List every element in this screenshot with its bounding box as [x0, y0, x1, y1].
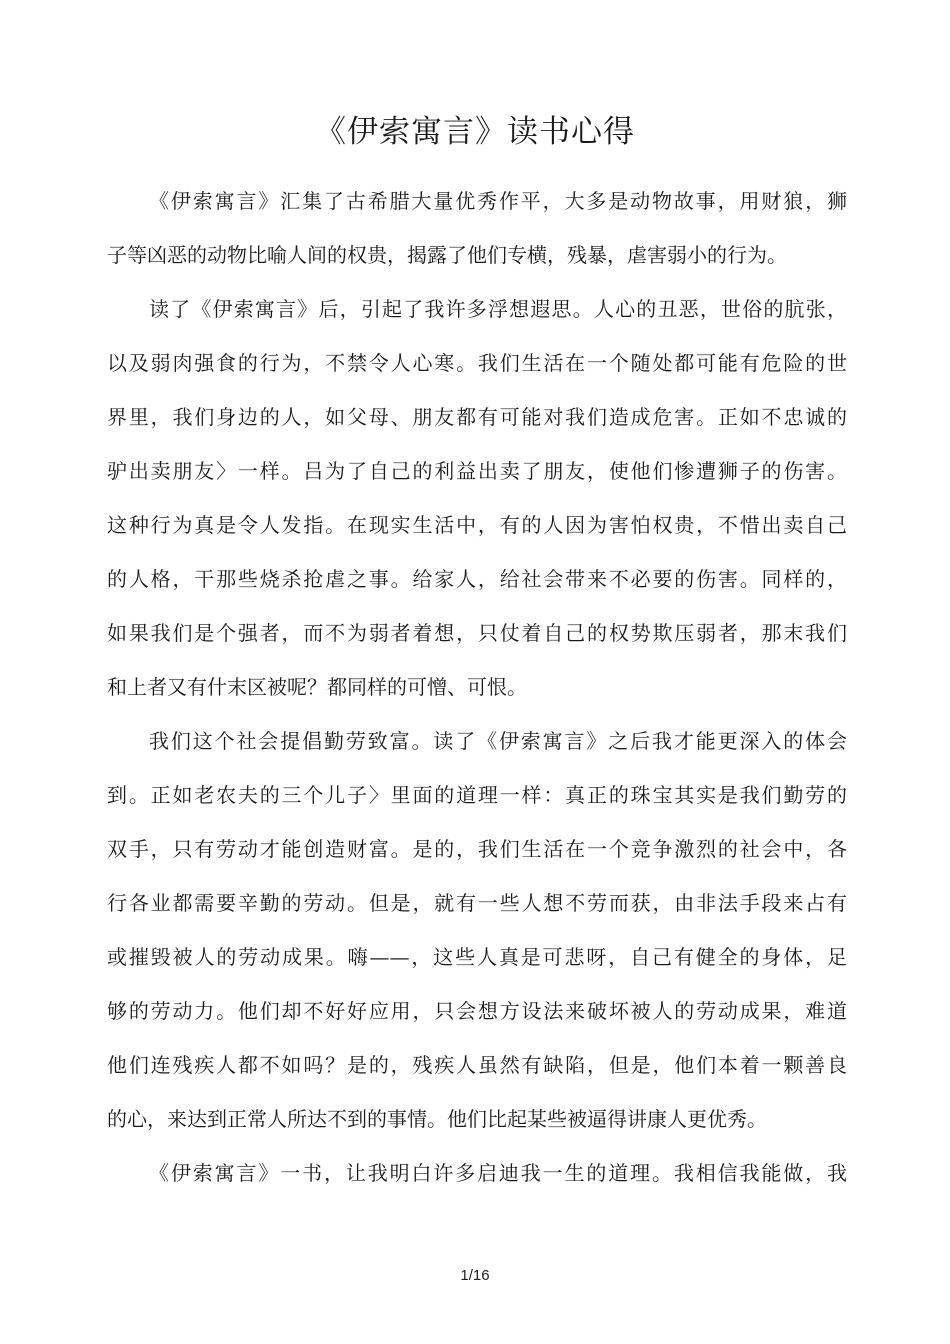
text-line: 双手，只有劳动才能创造财富。是的，我们生活在一个竞争激烈的社会中，各: [107, 837, 847, 861]
text-line: 界里，我们身边的人，如父母、朋友都有可能对我们造成危害。正如不忠诚的: [107, 405, 847, 429]
text-line: 够的劳动力。他们却不好好应用，只会想方设法来破坏被人的劳动成果，难道: [107, 999, 847, 1023]
text-line: 到。正如老农夫的三个儿子〉里面的道理一样：真正的珠宝其实是我们勤劳的: [107, 783, 847, 807]
text-line: 以及弱肉强食的行为，不禁令人心寒。我们生活在一个随处都可能有危险的世: [107, 351, 847, 375]
text-line: 和上者又有什末区被呢？都同样的可憎、可恨。: [107, 675, 527, 699]
text-line: 或摧毁被人的劳动成果。嗨——，这些人真是可悲呀，自己有健全的身体，足: [107, 945, 847, 969]
text-line: 的心，来达到正常人所达不到的事情。他们比起某些被逼得讲康人更优秀。: [107, 1107, 767, 1131]
text-line: 读了《伊索寓言》后，引起了我许多浮想遐思。人心的丑恶，世俗的肮张，: [149, 297, 847, 321]
paragraph-2: [107, 282, 847, 714]
text-line: 的人格，干那些烧杀抢虐之事。给家人，给社会带来不必要的伤害。同样的，: [107, 567, 847, 591]
paragraph-3: [107, 714, 847, 1146]
page-number: 1/16: [460, 1267, 490, 1284]
text-line: 子等凶恶的动物比喻人间的权贵，揭露了他们专横，残暴，虐害弱小的行为。: [107, 243, 787, 267]
text-line: 行各业都需要辛勤的劳动。但是，就有一些人想不劳而获，由非法手段来占有: [107, 891, 847, 915]
paragraph-1: [107, 174, 847, 282]
text-line: 我们这个社会提倡勤劳致富。读了《伊索寓言》之后我才能更深入的体会: [149, 729, 847, 753]
paragraph-4: [107, 1146, 847, 1200]
text-line: 《伊索寓言》汇集了古希腊大量优秀作平，大多是动物故事，用财狼，狮: [149, 189, 847, 213]
text-line: 他们连残疾人都不如吗？是的，残疾人虽然有缺陷，但是，他们本着一颗善良: [107, 1053, 847, 1077]
text-line: 驴出卖朋友〉一样。吕为了自己的利益出卖了朋友，使他们惨遭狮子的伤害。: [107, 459, 847, 483]
document-body: [107, 174, 847, 1200]
text-line: 《伊索寓言》一书，让我明白许多启迪我一生的道理。我相信我能做，我: [149, 1161, 847, 1185]
text-line: 这种行为真是令人发指。在现实生活中，有的人因为害怕权贵，不惜出卖自己: [107, 513, 847, 537]
text-line: 如果我们是个强者，而不为弱者着想，只仗着自己的权势欺压弱者，那末我们: [107, 621, 847, 645]
document-title: 《伊索寓言》读书心得: [315, 114, 635, 150]
